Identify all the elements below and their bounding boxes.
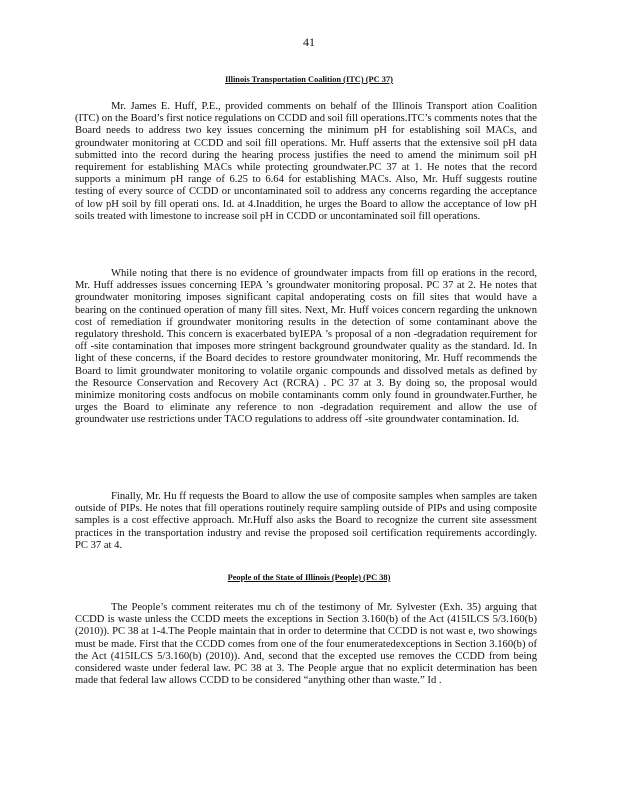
section-heading-people: People of the State of Illinois (People) (PC 38)	[227, 573, 391, 582]
paragraph: Finally, Mr. Hu ff requests the Board to allow the use of composite samples when samples are taken outside of PIPs. He notes that fill operations routinely require sampling outside of PIPs and using composite samples is a cost effective approach. Mr.Huff also asks the Board to recognize the current site assessment practices in the transportation industry and revise the proposed soil certification requirements accordingly. PC 37 at 4.	[75, 491, 537, 551]
paragraph: While noting that there is no evidence of groundwater impacts from fill op erations in the record, Mr. Huff addresses issues concerning IEPA ’s groundwater monitoring proposal. PC 37 at 2. He notes that groundwater monitoring imposes significant capital andoperating costs on fill sites that would have a bearing on the continued operation of many fill sites. Next, Mr. Huff voices concern regarding the unknown cost of remediation if groundwater monitoring results in the detection of some contaminant above the regulatory threshold. This concern is exacerbated byIEPA ’s proposal of a non -degradation requirement for off -site contamination that imposes more stringent background groundwater quality as the standard. Id. In light of these concerns, if the Board decides to restore groundwater monitoring, Mr. Huff recommends the Board to limit groundwater monitoring to volatile organic compounds and dissolved metals as defined by the Resource Conservation and Recovery Act (RCRA) . PC 37 at 3. By doing so, the proposal would minimize monitoring costs andfocus on mobile contaminants comm only found in groundwater.Further, he urges the Board to eliminate any reference to non -degradation requirement and allow the use of groundwater use restrictions under TACO regulations to address off -site groundwater contamination. Id.	[75, 268, 537, 426]
page-number: 41	[303, 35, 315, 49]
paragraph: Mr. James E. Huff, P.E., provided comments on behalf of the Illinois Transport ation Coalition (ITC) on the Board’s first notice regulations on CCDD and soil fill operations.ITC’s comments notes that the Board needs to address two key issues concerning the minimum pH for establishing soil MACs, and groundwater monitoring at CCDD and soil fill operations. Mr. Huff asserts that the extensive soil pH data submitted into the record during the hearing process justifies the need to amend the minimum soil pH requirement for establishing MACs while protecting groundwater.PC 37 at 1. He notes that the record supports a minimum pH range of 6.25 to 6.64 for establishing MACs. Also, Mr. Huff suggests routine testing of every source of CCDD or uncontaminated soil to address any concerns regarding the acceptance of low pH soil by fill operati ons. Id. at 4.Inaddition, he urges the Board to allow the acceptance of low pH soils treated with limestone to increase soil pH in CCDD or uncontaminated soil fill operations.	[75, 101, 537, 222]
paragraph: The People’s comment reiterates mu ch of the testimony of Mr. Sylvester (Exh. 35) arguing that CCDD is waste unless the CCDD meets the exceptions in Section 3.160(b) of the Act (415ILCS 5/3.160(b) (2010)). PC 38 at 1-4.The People maintain that in order to determine that CCDD is not wast e, two showings must be made. First that the CCDD comes from one of the four enumeratedexceptions in Section 3.160(b) of the Act (415ILCS 5/3.160(b) (2010)). And, second that the excepted use removes the CCDD from being considered waste under federal law. PC 38 at 3. The People argue that no explicit determination has been made that federal law allows CCDD to be considered “anything other than waste.” Id .	[75, 602, 537, 687]
section-heading-itc: Illinois Transportation Coalition (ITC) (PC 37)	[225, 75, 393, 84]
